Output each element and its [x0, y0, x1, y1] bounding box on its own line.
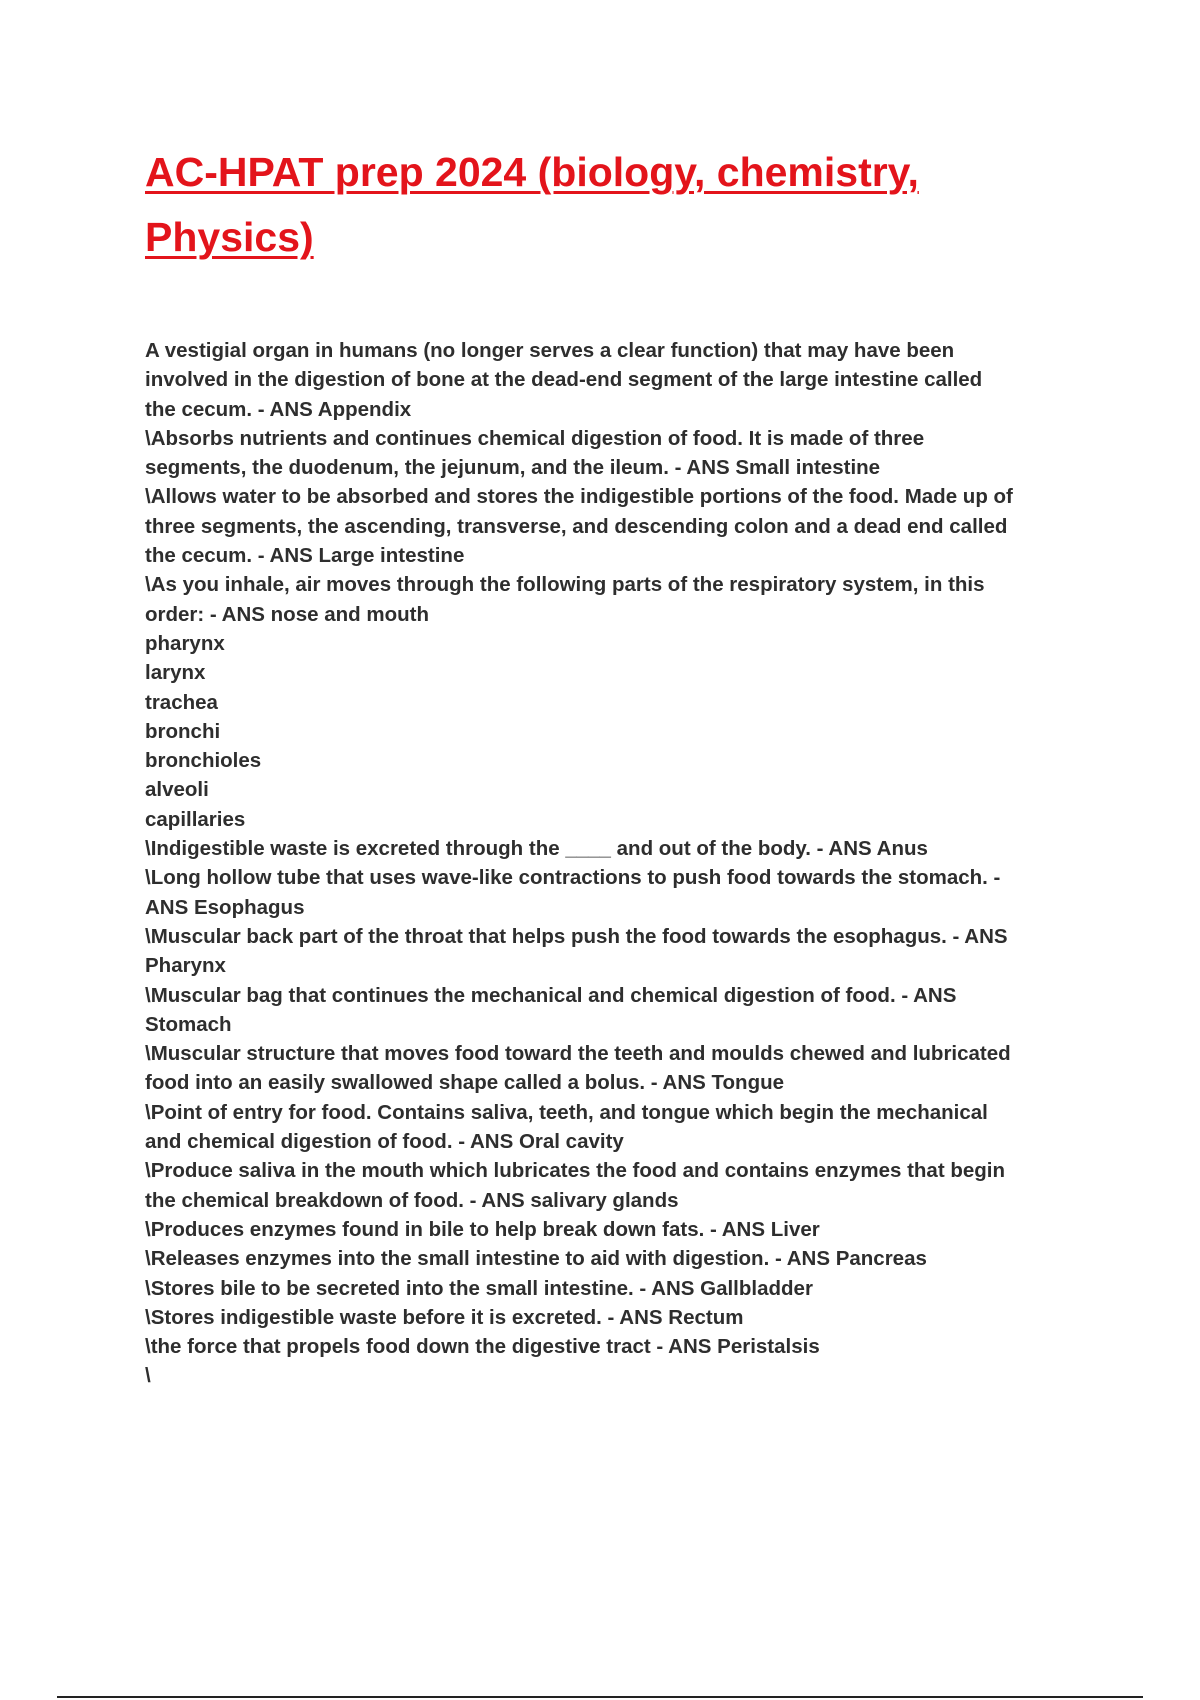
text-line: food into an easily swallowed shape called a bolus. - ANS Tongue — [145, 1071, 785, 1095]
text-line: larynx — [145, 661, 206, 685]
text-line: \Produce saliva in the mouth which lubricates the food and contains enzymes that begin — [145, 1159, 1005, 1183]
text-line: segments, the duodenum, the jejunum, and the ileum. - ANS Small intestine — [145, 456, 881, 480]
text-line: \Muscular back part of the throat that helps push the food towards the esophagus. - ANS — [145, 924, 1008, 948]
text-line: \Long hollow tube that uses wave-like contractions to push food towards the stomach. - — [145, 866, 1001, 890]
document-body — [145, 336, 1095, 1391]
text-line: \Indigestible waste is excreted through the ____ and out of the body. - ANS Anus — [145, 837, 928, 861]
text-line: ANS Esophagus — [145, 895, 305, 919]
text-line: \ — [145, 1364, 151, 1388]
text-line: \Produces enzymes found in bile to help break down fats. - ANS Liver — [145, 1217, 820, 1241]
text-line: \Stores bile to be secreted into the small intestine. - ANS Gallbladder — [145, 1276, 813, 1300]
text-line: \Muscular structure that moves food toward the teeth and moulds chewed and lubricated — [145, 1042, 1011, 1066]
page-bottom-divider — [57, 1696, 1143, 1698]
text-line: \Absorbs nutrients and continues chemical digestion of food. It is made of three — [145, 426, 925, 450]
text-line: order: - ANS nose and mouth — [145, 602, 429, 626]
text-line: and chemical digestion of food. - ANS Oral cavity — [145, 1130, 624, 1154]
text-line: alveoli — [145, 778, 209, 802]
text-line: the chemical breakdown of food. - ANS salivary glands — [145, 1188, 679, 1212]
text-line: Stomach — [145, 1012, 232, 1036]
text-line: capillaries — [145, 807, 246, 831]
text-line: the cecum. - ANS Large intestine — [145, 544, 465, 568]
text-line: \the force that propels food down the digestive tract - ANS Peristalsis — [145, 1335, 820, 1359]
text-line: three segments, the ascending, transverse, and descending colon and a dead end called — [145, 514, 1008, 538]
text-line: \As you inhale, air moves through the following parts of the respiratory system, in this — [145, 573, 985, 597]
text-line: bronchioles — [145, 749, 262, 773]
text-line: bronchi — [145, 719, 221, 743]
text-line: involved in the digestion of bone at the dead-end segment of the large intestine called — [145, 368, 983, 392]
text-line: Pharynx — [145, 954, 226, 978]
text-line: \Point of entry for food. Contains saliva, teeth, and tongue which begin the mechanical — [145, 1100, 988, 1124]
text-line: the cecum. - ANS Appendix — [145, 397, 412, 421]
text-line: \Stores indigestible waste before it is excreted. - ANS Rectum — [145, 1305, 744, 1329]
text-line: \Muscular bag that continues the mechanical and chemical digestion of food. - ANS — [145, 983, 957, 1007]
text-line: \Allows water to be absorbed and stores the indigestible portions of the food. Made up of — [145, 485, 1013, 509]
text-line: \Releases enzymes into the small intestine to aid with digestion. - ANS Pancreas — [145, 1247, 927, 1271]
text-line: A vestigial organ in humans (no longer serves a clear function) that may have been — [145, 339, 955, 362]
document-title: AC-HPAT prep 2024 (biology, chemistry, Physics) — [145, 149, 919, 260]
text-line: trachea — [145, 690, 218, 714]
text-line: pharynx — [145, 631, 225, 655]
